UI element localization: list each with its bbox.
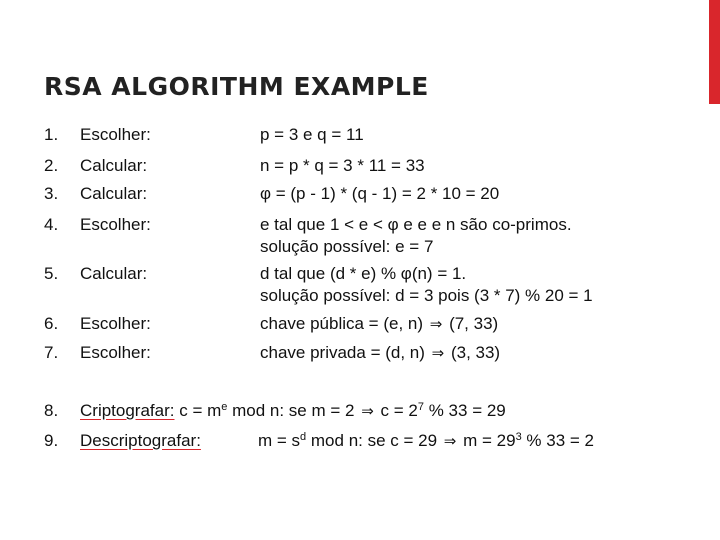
step-5-value-line1: d tal que (d * e) % φ(n) = 1.: [260, 264, 467, 283]
step-5-value: [260, 263, 593, 307]
implies-arrow-icon: ⇒: [431, 344, 445, 362]
step-8-formula-b: mod n: se m = 2: [227, 401, 355, 420]
step-1-value: p = 3 e q = 11: [260, 125, 364, 144]
implies-arrow-icon: ⇒: [429, 315, 443, 333]
step-3-number: 3.: [44, 184, 59, 203]
step-7-value-post: (3, 33): [450, 343, 501, 362]
step-6-value-post: (7, 33): [449, 314, 499, 333]
step-4-value-line2: solução possível: e = 7: [260, 237, 434, 256]
step-9-label-text: Descriptografar:: [80, 431, 201, 450]
slide-title: RSA ALGORITHM EXAMPLE: [44, 72, 429, 101]
step-8-label: Criptografar:: [80, 401, 175, 420]
step-9-formula-c: m = 29: [463, 431, 516, 450]
step-7-value: [260, 342, 500, 364]
step-5-label: Calcular:: [80, 264, 148, 283]
step-8-exponent-7: 7: [417, 401, 424, 413]
step-4-value: [260, 214, 572, 258]
step-8-exponent-e: e: [221, 401, 228, 413]
step-2-number: 2.: [44, 156, 59, 175]
step-6-label: Escolher:: [80, 314, 151, 333]
step-9-number: 9.: [44, 431, 59, 450]
step-9-label: [80, 430, 201, 452]
step-9-exponent-3: 3: [515, 431, 522, 443]
step-8-formula: [80, 400, 506, 422]
step-3-label: Calcular:: [80, 184, 148, 203]
step-8-formula-d: % 33 = 29: [424, 401, 506, 420]
step-2-label: Calcular:: [80, 156, 148, 175]
step-3-value: φ = (p - 1) * (q - 1) = 2 * 10 = 20: [260, 184, 500, 203]
step-7-number: 7.: [44, 343, 59, 362]
accent-bar: [709, 0, 720, 104]
step-9-formula-a: m = s: [258, 431, 301, 450]
step-9-formula-d: % 33 = 2: [521, 431, 594, 450]
step-4-number: 4.: [44, 215, 59, 234]
step-6-number: 6.: [44, 314, 59, 333]
step-9-formula: [258, 430, 594, 452]
step-1-number: 1.: [44, 125, 59, 144]
step-2-value: n = p * q = 3 * 11 = 33: [260, 156, 425, 175]
step-1-label: Escolher:: [80, 125, 151, 144]
step-8-formula-c: c = 2: [380, 401, 418, 420]
step-7-value-pre: chave privada = (d, n): [260, 343, 425, 362]
implies-arrow-icon: ⇒: [361, 402, 374, 420]
step-9-formula-b: mod n: se c = 29: [306, 431, 438, 450]
step-9-exponent-d: d: [300, 431, 307, 443]
implies-arrow-icon: ⇒: [443, 432, 457, 450]
step-6-value: [260, 313, 498, 335]
step-8-formula-a: c = m: [179, 401, 222, 420]
step-5-value-line2: solução possível: d = 3 pois (3 * 7) % 20 = 1: [260, 286, 593, 305]
step-8-number: 8.: [44, 401, 59, 420]
step-4-label: Escolher:: [80, 215, 151, 234]
step-5-number: 5.: [44, 264, 59, 283]
step-7-label: Escolher:: [80, 343, 151, 362]
step-4-value-line1: e tal que 1 < e < φ e e e n são co-primos.: [260, 215, 572, 234]
step-6-value-pre: chave pública = (e, n): [260, 314, 424, 333]
